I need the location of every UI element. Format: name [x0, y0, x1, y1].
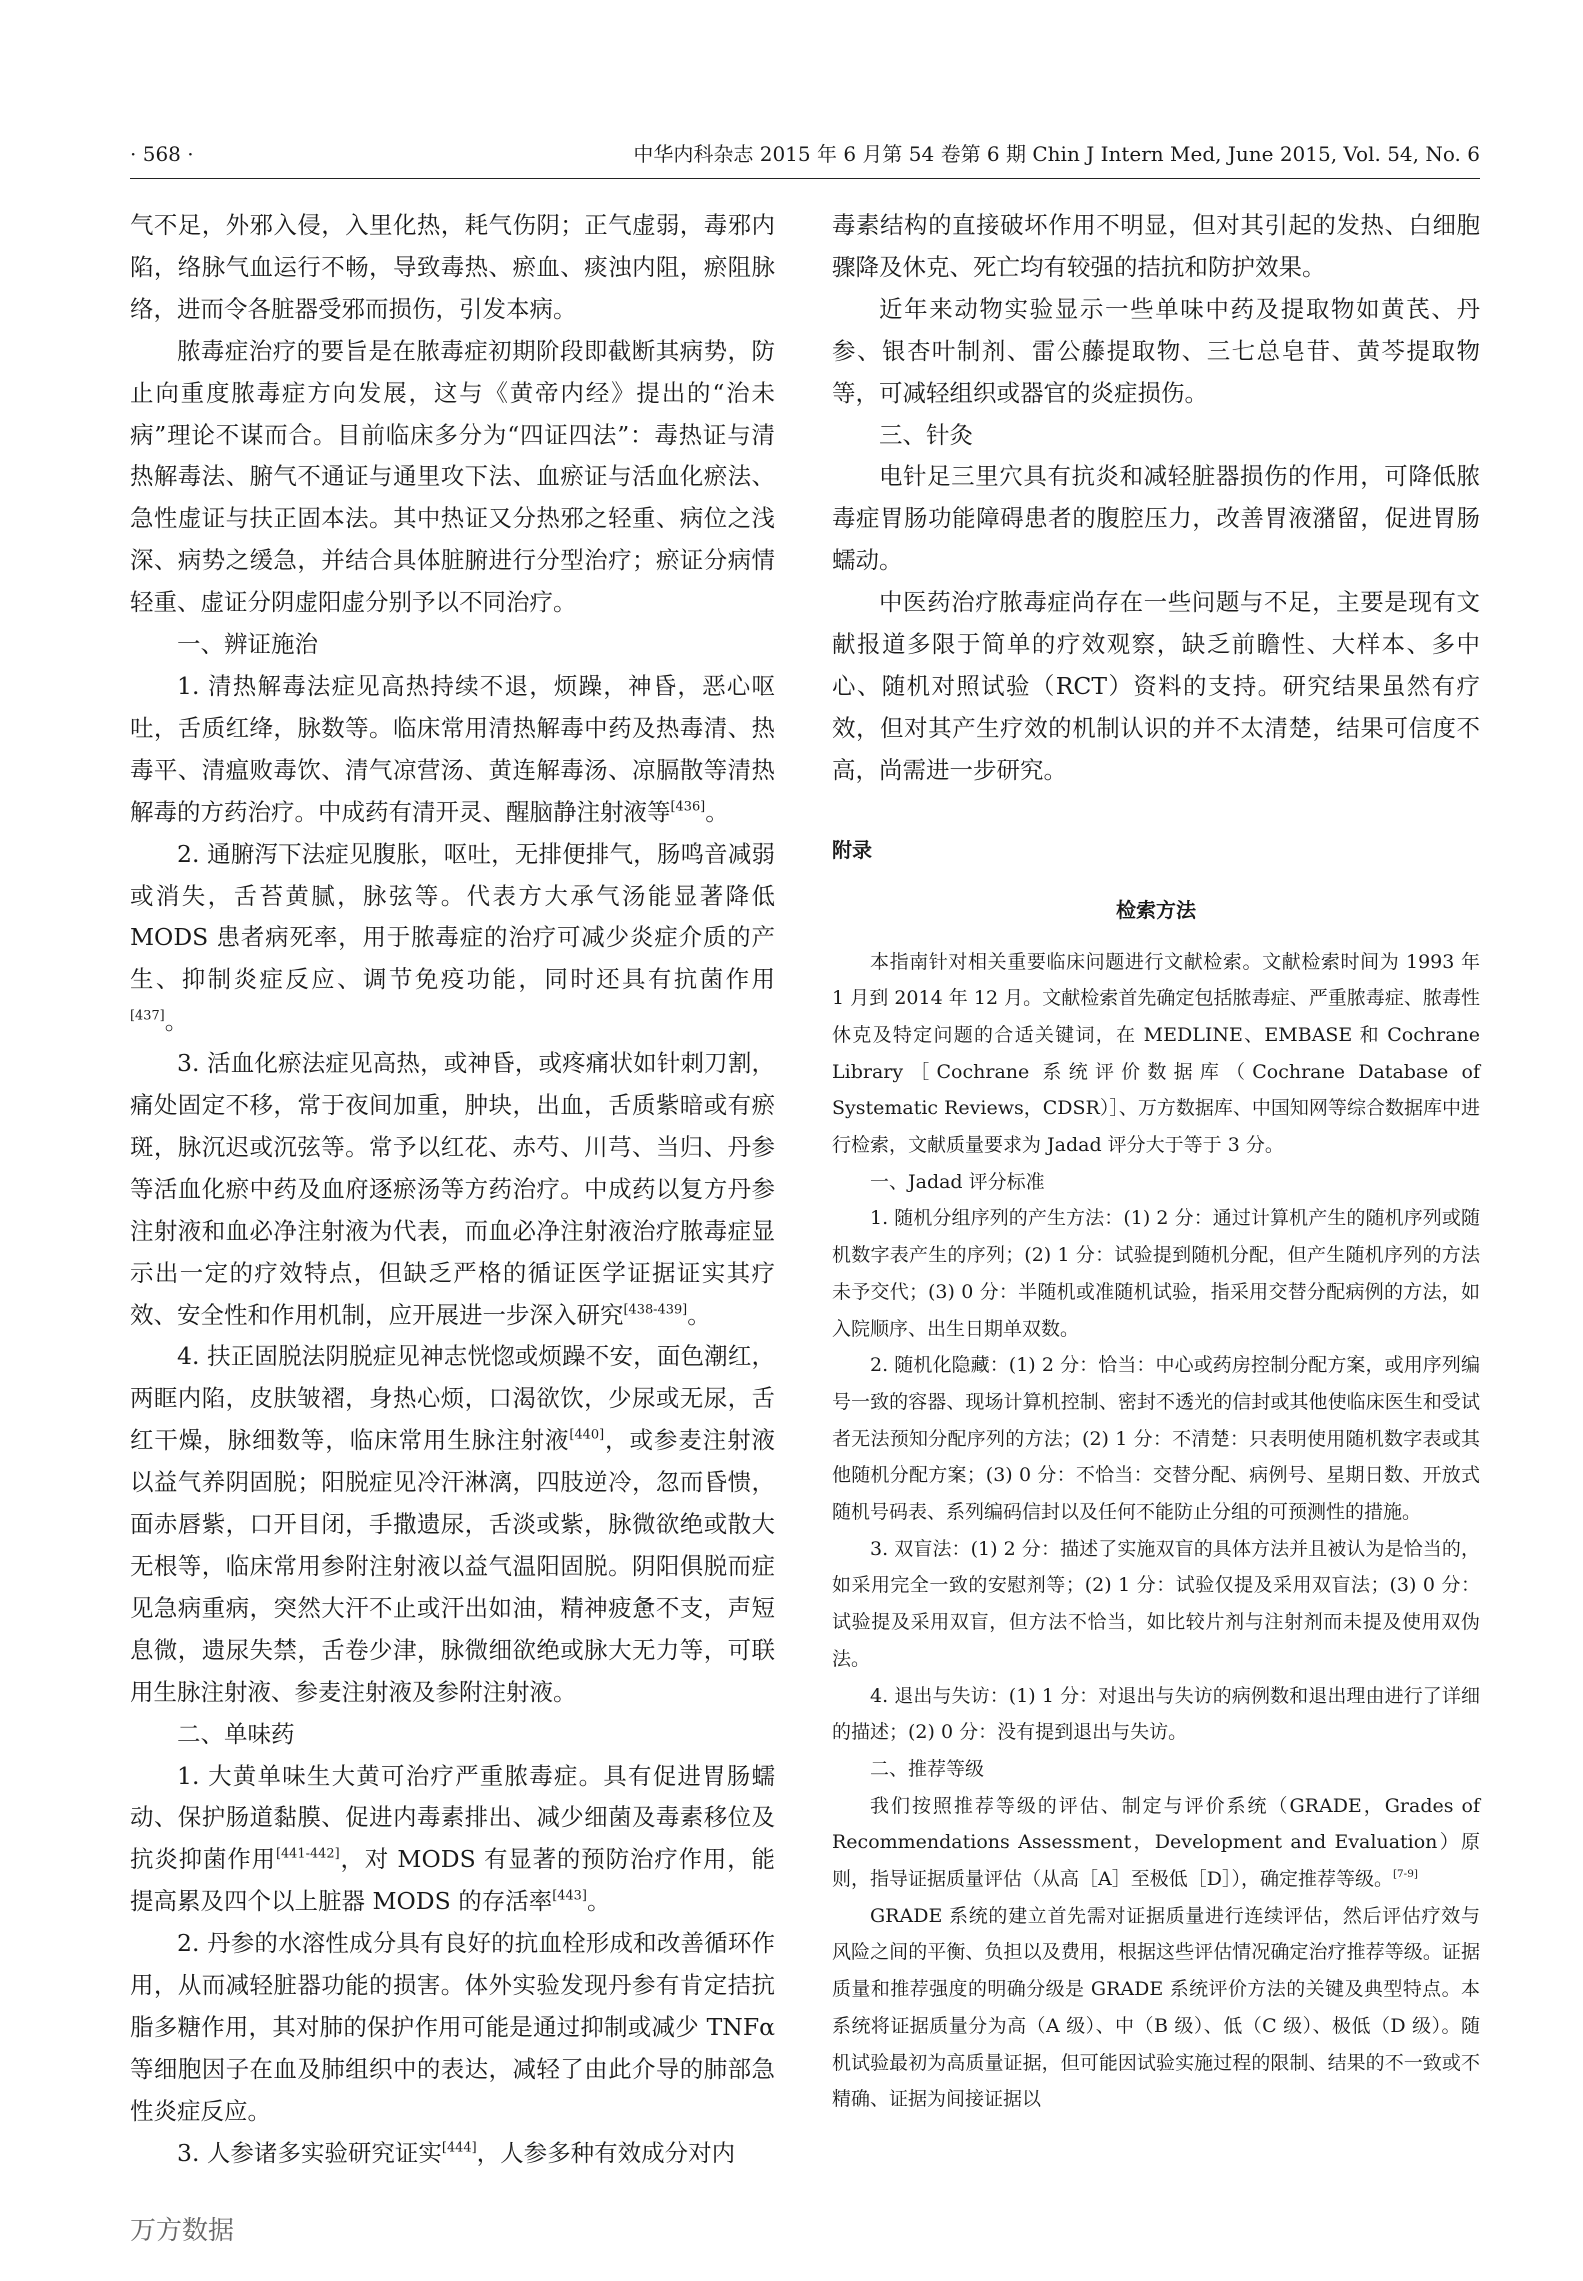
paragraph: 我们按照推荐等级的评估、制定与评价系统（GRADE，Grades of Recommendations Assessment，Development and Evaluation）原则，指导证据质量评估（从高［A］至极低［D］），确定推荐等级。[7-9] — [832, 1794, 1480, 1891]
paragraph: 2. 随机化隐藏：(1) 2 分：恰当：中心或药房控制分配方案，或用序列编号一致的容器、现场计算机控制、密封不透光的信封或其他使临床医生和受试者无法预知分配序列的方法；(2) 1 分：不清楚：只表明使用随机数字表或其他随机分配方案；(3) 0 分：不恰当：交替分配、病例号、星期日数、开放式随机号码表、系列编码信封以及任何不能防止分组的可预测性的措施。 — [832, 1354, 1480, 1524]
journal-citation: 中华内科杂志 2015 年 6 月第 54 卷第 6 期 Chin J Intern Med, June 2015, Vol. 54, No. 6 — [633, 142, 1480, 166]
right-column — [832, 205, 1480, 2118]
citation-ref: [441-442] — [275, 1846, 340, 1862]
paragraph: 4. 退出与失访：(1) 1 分：对退出与失访的病例数和退出理由进行了详细的描述；(2) 0 分：没有提到退出与失访。 — [832, 1684, 1480, 1744]
section-heading: 一、Jadad 评分标准 — [870, 1170, 1045, 1193]
citation-ref: [440] — [569, 1427, 605, 1443]
paragraph: 电针足三里穴具有抗炎和减轻脏器损伤的作用，可降低脓毒症胃肠功能障碍患者的腹腔压力，改善胃液潴留，促进胃肠蠕动。 — [832, 462, 1480, 575]
paragraph: 1. 随机分组序列的产生方法：(1) 2 分：通过计算机产生的随机序列或随机数字表产生的序列；(2) 1 分：试验提到随机分配，但产生随机序列的方法未予交代；(3) 0 分：半随机或准随机试验，指采用交替分配病例的方法，如入院顺序、出生日期单双数。 — [832, 1207, 1480, 1340]
paragraph: 3. 人参诸多实验研究证实[444]，人参多种有效成分对内 — [177, 2138, 736, 2167]
appendix-body — [832, 944, 1480, 2119]
paragraph: 本指南针对相关重要临床问题进行文献检索。文献检索时间为 1993 年 1 月到 2014 年 12 月。文献检索首先确定包括脓毒症、严重脓毒症、脓毒性休克及特定问题的合适关键词，在 MEDLINE、EMBASE 和 Cochrane Library［Cochrane 系统评价数据库（Cochrane Database of Systematic Reviews，CDSR）］、万方数据库、中国知网等综合数据库中进行检索，文献质量要求为 Jadad 评分大于等于 3 分。 — [832, 950, 1480, 1157]
paragraph: 2. 通腑泻下法症见腹胀，呕吐，无排便排气，肠鸣音减弱或消失，舌苔黄腻，脉弦等。代表方大承气汤能显著降低 MODS 患者病死率，用于脓毒症的治疗可减少炎症介质的产生、抑制炎症反应、调节免疫功能，同时还具有抗菌作用[437]。 — [130, 839, 775, 1036]
paragraph: 中医药治疗脓毒症尚存在一些问题与不足，主要是现有文献报道多限于简单的疗效观察，缺乏前瞻性、大样本、多中心、随机对照试验（RCT）资料的支持。研究结果虽然有疗效，但对其产生疗效的机制认识的并不太清楚，结果可信度不高，尚需进一步研究。 — [832, 588, 1480, 784]
paragraph: 3. 活血化瘀法症见高热，或神昏，或疼痛状如针刺刀割，痛处固定不移，常于夜间加重，肿块，出血，舌质紫暗或有瘀斑，脉沉迟或沉弦等。常予以红花、赤芍、川芎、当归、丹参等活血化瘀中药及血府逐瘀汤等方药治疗。中成药以复方丹参注射液和血必净注射液为代表，而血必净注射液治疗脓毒症显示出一定的疗效特点，但缺乏严格的循证医学证据证实其疗效、安全性和作用机制，应开展进一步深入研究[438-439]。 — [130, 1049, 775, 1329]
paragraph: 3. 双盲法：(1) 2 分：描述了实施双盲的具体方法并且被认为是恰当的，如采用完全一致的安慰剂等；(2) 1 分：试验仅提及采用双盲法；(3) 0 分：试验提及采用双盲，但方法不恰当，如比较片剂与注射剂而未提及使用双伪法。 — [832, 1537, 1480, 1670]
section-heading: 一、辨证施治 — [177, 630, 318, 659]
paragraph: 脓毒症治疗的要旨是在脓毒症初期阶段即截断其病势，防止向重度脓毒症方向发展，这与《黄帝内经》提出的“治未病”理论不谋而合。目前临床多分为“四证四法”：毒热证与清热解毒法、腑气不通证与通里攻下法、血瘀证与活血化瘀法、急性虚证与扶正固本法。其中热证又分热邪之轻重、病位之浅深、病势之缓急，并结合具体脏腑进行分型治疗；瘀证分病情轻重、虚证分阴虚阳虚分别予以不同治疗。 — [130, 336, 775, 617]
paragraph: 毒素结构的直接破坏作用不明显，但对其引起的发热、白细胞骤降及休克、死亡均有较强的拮抗和防护效果。 — [832, 211, 1480, 281]
citation-ref: [7-9] — [1392, 1868, 1418, 1881]
watermark-text: 万方数据 — [130, 2216, 235, 2246]
citation-ref: [438-439] — [623, 1301, 688, 1317]
page-number: · 568 · — [130, 142, 194, 166]
paragraph: 气不足，外邪入侵，入里化热，耗气伤阴；正气虚弱，毒邪内陷，络脉气血运行不畅，导致毒热、瘀血、痰浊内阻，瘀阻脉络，进而令各脏器受邪而损伤，引发本病。 — [130, 211, 775, 323]
citation-ref: [437] — [130, 1008, 165, 1024]
left-column — [130, 205, 775, 2175]
appendix-title: 检索方法 — [1116, 897, 1196, 922]
appendix-heading: 附录 — [832, 837, 872, 862]
section-heading: 二、单味药 — [177, 1719, 295, 1748]
citation-ref: [436] — [670, 799, 706, 814]
paragraph: 2. 丹参的水溶性成分具有良好的抗血栓形成和改善循环作用，从而减轻脏器功能的损害。体外实验发现丹参有肯定拮抗脂多糖作用，其对肺的保护作用可能是通过抑制或减少 TNFα 等细胞因子在血及肺组织中的表达，减轻了由此介导的肺部急性炎症反应。 — [130, 1929, 775, 2125]
citation-ref: [443] — [552, 1888, 587, 1904]
paragraph: 4. 扶正固脱法阴脱症见神志恍惚或烦躁不安，面色潮红，两眶内陷，皮肤皱褶，身热心烦，口渴欲饮，少尿或无尿，舌红干燥，脉细数等，临床常用生脉注射液[440]，或参麦注射液以益气养阴固脱；阳脱症见冷汗淋漓，四肢逆冷，忽而昏愦，面赤唇紫，口开目闭，手撒遗尿，舌淡或紫，脉微欲绝或散大无根等，临床常用参附注射液以益气温阳固脱。阴阳俱脱而症见急病重病，突然大汗不止或汗出如油，精神疲惫不支，声短息微，遗尿失禁，舌卷少津，脉微细欲绝或脉大无力等，可联用生脉注射液、参麦注射液及参附注射液。 — [130, 1342, 776, 1706]
paragraph: 1. 大黄单味生大黄可治疗严重脓毒症。具有促进胃肠蠕动、保护肠道黏膜、促进内毒素排出、减少细菌及毒素移位及抗炎抑菌作用[441-442]，对 MODS 有显著的预防治疗作用，能提高累及四个以上脏器 MODS 的存活率[443]。 — [130, 1761, 775, 1916]
section-heading: 二、推荐等级 — [870, 1757, 985, 1780]
section-heading: 三、针灸 — [879, 420, 973, 449]
paragraph: 近年来动物实验显示一些单味中药及提取物如黄芪、丹参、银杏叶制剂、雷公藤提取物、三七总皂苷、黄芩提取物等，可减轻组织或器官的炎症损伤。 — [832, 294, 1480, 407]
paragraph: GRADE 系统的建立首先需对证据质量进行连续评估，然后评估疗效与风险之间的平衡、负担以及费用，根据这些评估情况确定治疗推荐等级。证据质量和推荐强度的明确分级是 GRADE 系统评价方法的关键及典型特点。本系统将证据质量分为高（A 级）、中（B 级）、低（C 级）、极低（D 级）。随机试验最初为高质量证据，但可能因试验实施过程的限制、结果的不一致或不精确、证据为间接证据以 — [832, 1904, 1480, 2111]
paragraph: 1. 清热解毒法症见高热持续不退，烦躁，神昏，恶心呕吐，舌质红绛，脉数等。临床常用清热解毒中药及热毒清、热毒平、清瘟败毒饮、清气凉营汤、黄连解毒汤、凉膈散等清热解毒的方药治疗。中成药有清开灵、醒脑静注射液等[436]。 — [130, 671, 775, 826]
citation-ref: [444] — [441, 2140, 477, 2155]
running-header — [130, 138, 1480, 179]
